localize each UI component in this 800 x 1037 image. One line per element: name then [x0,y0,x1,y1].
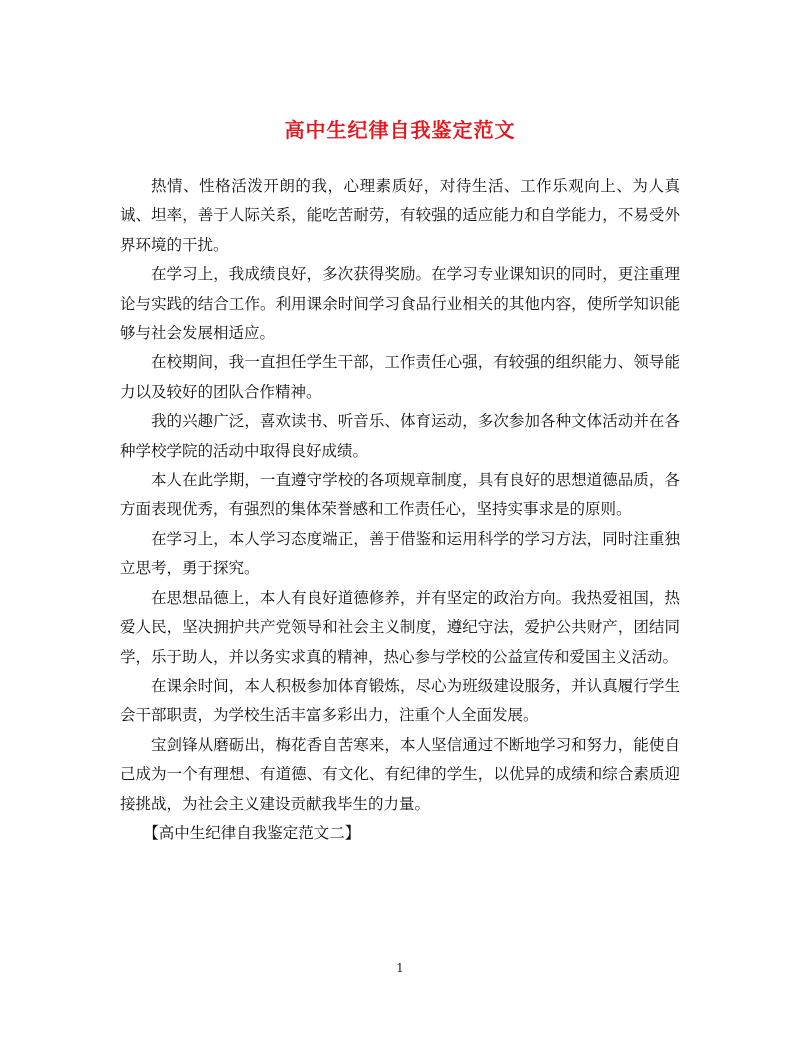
paragraph: 在学习上，本人学习态度端正，善于借鉴和运用科学的学习方法，同时注重独立思考，勇于探究。 [120,529,680,578]
paragraph: 在课余时间，本人积极参加体育锻炼，尽心为班级建设服务，并认真履行学生会干部职责，为学校生活丰富多彩出力，注重个人全面发展。 [120,676,680,725]
paragraph: 我的兴趣广泛，喜欢读书、听音乐、体育运动，多次参加各种文体活动并在各种学校学院的活动中取得良好成绩。 [120,412,680,460]
page-number: 1 [396,961,404,975]
paragraph: 在校期间，我一直担任学生干部，工作责任心强，有较强的组织能力、领导能力以及较好的团队合作精神。 [120,353,680,401]
paragraph: 宝剑锋从磨砺出，梅花香自苦寒来，本人坚信通过不断地学习和努力，能使自己成为一个有理想、有道德、有文化、有纪律的学生，以优异的成绩和综合素质迎接挑战，为社会主义建设贡献我毕生的力量。 [120,735,680,813]
section-heading: 【高中生纪律自我鉴定范文二】 [143,823,361,842]
paragraph: 在思想品德上，本人有良好道德修养，并有坚定的政治方向。我热爱祖国，热爱人民，坚决拥护共产党领导和社会主义制度，遵纪守法，爱护公共财产，团结同学，乐于助人，并以务实求真的精神，热心参与学校的公益宣传和爱国主义活动。 [120,588,680,666]
document-title: 高中生纪律自我鉴定范文 [284,118,516,142]
paragraph: 本人在此学期，一直遵守学校的各项规章制度，具有良好的思想道德品质，各方面表现优秀，有强烈的集体荣誉感和工作责任心，坚持实事求是的原则。 [120,471,680,519]
paragraph: 热情、性格活泼开朗的我，心理素质好，对待生活、工作乐观向上、为人真诚、坦率，善于人际关系，能吃苦耐劳，有较强的适应能力和自学能力，不易受外界环境的干扰。 [120,177,680,254]
paragraph: 在学习上，我成绩良好，多次获得奖励。在学习专业课知识的同时，更注重理论与实践的结合工作。利用课余时间学习食品行业相关的其他内容，使所学知识能够与社会发展相适应。 [120,265,680,343]
document-body [120,172,680,848]
